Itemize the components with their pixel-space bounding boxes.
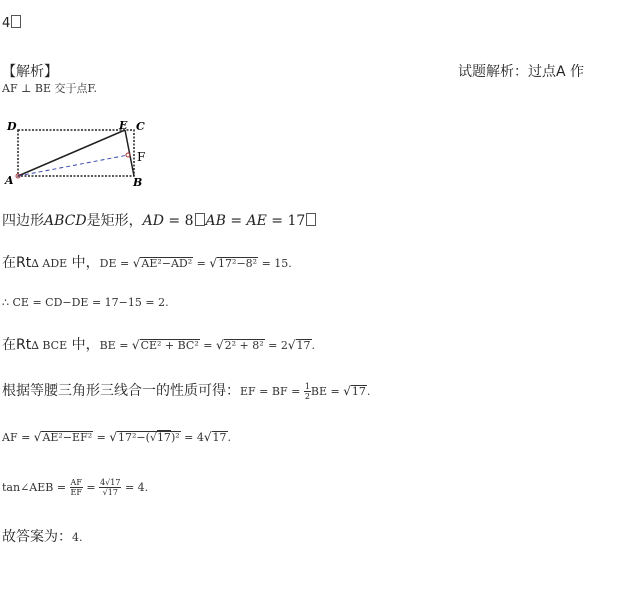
rectangle-statement: 四边形ABCD是矩形，AD = 8 AB = AE = 17 <box>2 210 317 230</box>
ce-calculation: ∴ CE = CD−DE = 17−15 = 2. <box>2 296 169 309</box>
tan-calculation: tan∠AEB = $\frac{AF}{EF}$ = $\frac{4√17}{√17}$ = 4. <box>2 478 149 497</box>
label-f: F <box>137 150 146 164</box>
label-d: D <box>7 120 17 133</box>
label-e: E <box>119 119 128 132</box>
segment-af <box>18 155 128 176</box>
rectangle-figure <box>0 118 160 190</box>
analysis-intro: 试题解析：过点A 作 <box>458 64 585 80</box>
label-a: A <box>5 174 14 187</box>
perpendicular-statement: AF ⊥ BE 交于点F. <box>2 82 97 95</box>
final-answer: 故答案为：4. <box>2 529 83 545</box>
jiexi-label: 【解析】 <box>2 64 58 80</box>
isosceles-property: 根据等腰三角形三线合一的性质可得：EF = BF = $\frac{1}{2}$ BE = √17. <box>2 382 371 401</box>
be-calculation: 在Rt∆ BCE 中，BE = √CE² + BC² = √2² + 8² = 2√17. <box>2 337 316 353</box>
segment-ae <box>18 130 125 176</box>
answer-line <box>2 15 22 31</box>
label-c: C <box>136 120 145 133</box>
de-calculation: 在Rt∆ ADE 中，DE = √AE²−AD² = √17²−8² = 15. <box>2 255 292 271</box>
placeholder-box <box>11 15 21 28</box>
af-calculation: AF = √AE²−EF² = √17²−(√17)² = 4√17. <box>2 430 232 444</box>
answer-value: 4 <box>2 16 11 31</box>
label-b: B <box>133 176 143 189</box>
